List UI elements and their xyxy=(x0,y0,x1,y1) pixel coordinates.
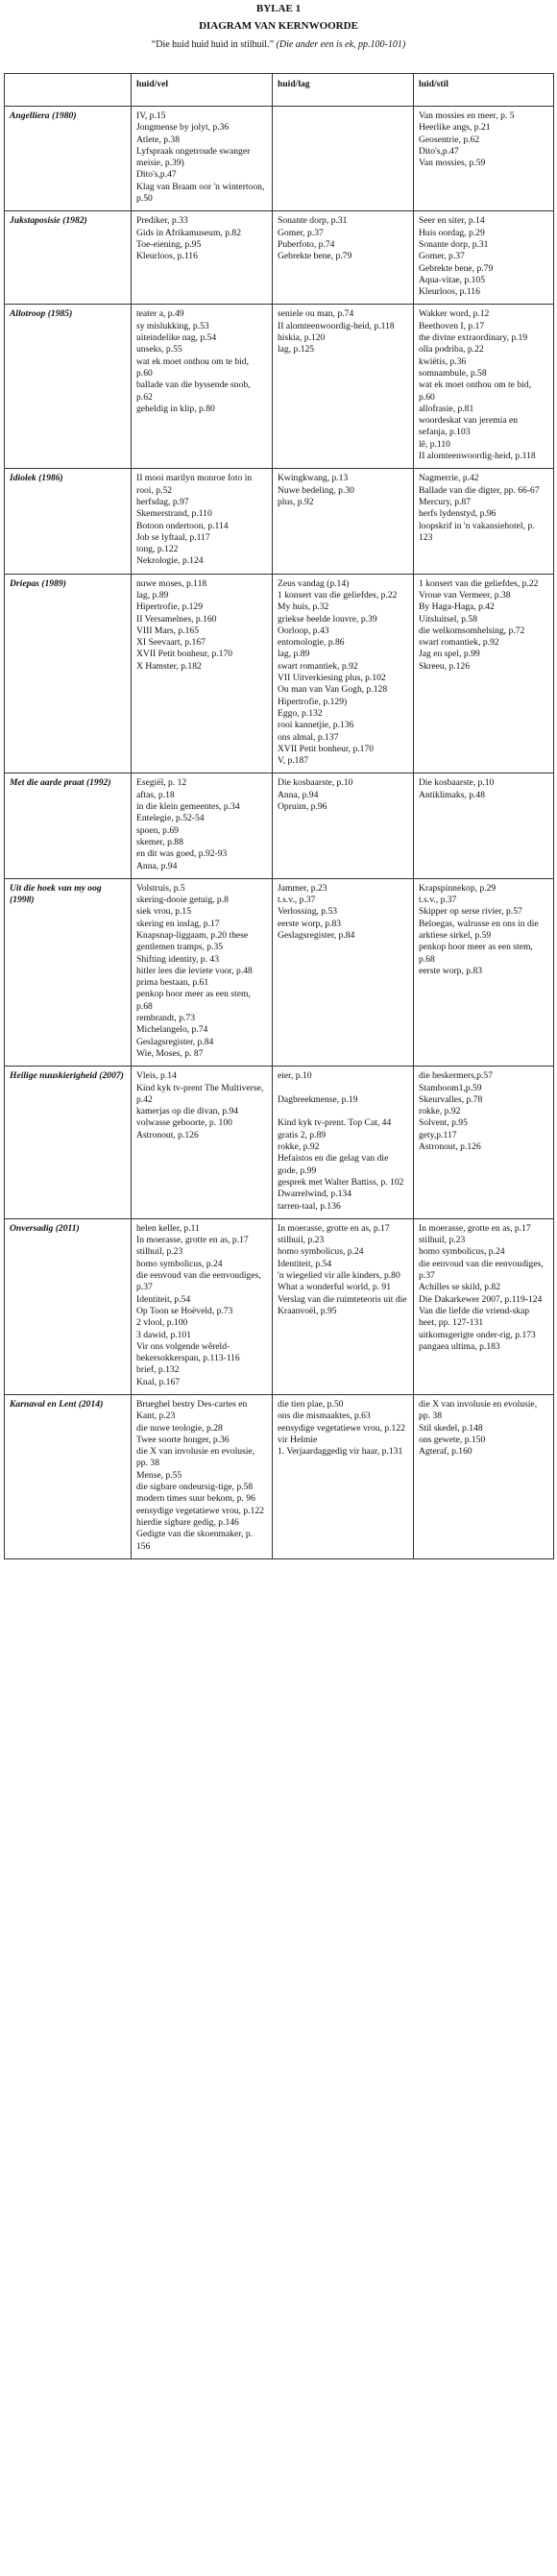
poem-reference: Job se lyftaal, p.117 xyxy=(136,531,210,543)
poem-reference: prima bestaan, p.61 xyxy=(136,977,209,989)
poem-reference: ons almal, p.137 xyxy=(278,731,339,743)
poem-reference: Verslag van die ruimteteoris uit die Kraanvoël, p.95 xyxy=(278,1293,407,1316)
poem-reference: Uitsluitsel, p.58 xyxy=(419,613,478,625)
page-header xyxy=(0,0,557,51)
table-row xyxy=(5,773,554,878)
poem-reference: Esegiël, p. 12 xyxy=(136,777,187,789)
poem-reference: Skemerstrand, p.110 xyxy=(136,508,212,520)
poem-reference: swart romantiek, p.92 xyxy=(419,637,499,649)
poem-reference: Dagbreekmense, p.19 xyxy=(278,1093,358,1105)
poem-reference: XVII Petit bonheur, p.170 xyxy=(278,743,375,754)
poem-reference: Antiklimaks, p.48 xyxy=(419,789,486,800)
poem-reference: nuwe moses, p.118 xyxy=(136,577,207,589)
table-row xyxy=(5,211,554,305)
poem-reference: seniele ou man, p.74 xyxy=(278,308,354,320)
poem-reference: helen keller, p.11 xyxy=(136,1222,200,1234)
poem-reference: olla podriba, p.22 xyxy=(419,344,484,356)
poem-reference: sy mislukking, p.53 xyxy=(136,320,209,331)
poem-reference: ballade van die byssende snob, p.62 xyxy=(136,380,251,403)
poem-reference: Geosentrie, p.62 xyxy=(419,134,480,145)
poem-reference: In moerasse, grotte en as, p.17 xyxy=(278,1222,390,1234)
poem-reference: lag, p.89 xyxy=(136,589,169,601)
poem-reference: Identiteit, p.54 xyxy=(136,1293,191,1305)
table-cell-c1 xyxy=(132,878,273,1066)
poem-reference: lê, p.110 xyxy=(419,438,450,450)
poem-reference: Geslagsregister, p.84 xyxy=(136,1036,214,1047)
poem-reference: Gids in Afrikamuseum, p.82 xyxy=(136,227,241,238)
poem-reference: die eenvoud van die eenvoudiges, p.37 xyxy=(419,1258,544,1282)
poem-reference: Toe-eiening, p.95 xyxy=(136,238,202,250)
poem-reference: unseks, p.55 xyxy=(136,344,182,356)
poem-reference: swart romantiek, p.92 xyxy=(278,660,358,672)
poem-reference: the divine extraordinary, p.19 xyxy=(419,332,528,344)
table-cell-c1 xyxy=(132,1067,273,1219)
poem-reference: Skreeu, p.126 xyxy=(419,660,471,672)
poem-reference: eerste worp, p.83 xyxy=(419,965,483,976)
poem-reference: Gebrekte bene, p.79 xyxy=(278,251,352,262)
collection-name: Allotroop (1985) xyxy=(5,305,132,469)
poem-reference: XI Seevaart, p.167 xyxy=(136,637,206,649)
poem-reference: Nuwe bedeling, p.30 xyxy=(278,484,354,496)
poem-reference: kwiëtis, p.36 xyxy=(419,356,467,367)
poem-reference: By Haga-Haga, p.42 xyxy=(419,601,495,613)
poem-reference: Identiteit, p.54 xyxy=(278,1258,332,1269)
table-row xyxy=(5,305,554,469)
poem-reference: allofrasie, p.81 xyxy=(419,403,474,414)
poem-reference: die X van involusie en evolusie, pp. 38 xyxy=(419,1398,538,1422)
poem-reference: Dwarrelwind, p.134 xyxy=(278,1189,351,1200)
poem-reference: homo symbolicus, p.24 xyxy=(419,1246,505,1258)
poem-reference: eerste worp, p.83 xyxy=(278,918,342,929)
poem-reference: Hipertrofie, p.129) xyxy=(278,696,348,707)
poem-reference: kamerjas op die divan, p.94 xyxy=(136,1106,239,1117)
poem-reference: Brueghel bestry Des-cartes en Kant, p.23 xyxy=(136,1398,248,1422)
table-cell-c1 xyxy=(132,773,273,878)
poem-reference: uitkomsgerigte onder-rig, p.173 xyxy=(419,1329,536,1340)
poem-reference: Hipertrofie, p.129 xyxy=(136,601,204,613)
poem-reference: Astronout, p.126 xyxy=(419,1141,481,1153)
poem-reference: Stil skedel, p.148 xyxy=(419,1422,483,1434)
poem-reference: aftas, p.18 xyxy=(136,789,175,800)
poem-reference: Sonante dorp, p.31 xyxy=(278,215,348,227)
poem-reference: Wakker word, p.12 xyxy=(419,308,490,320)
poem-reference: Anna, p.94 xyxy=(278,789,319,800)
poem-reference: Skipper op serse rivier, p.57 xyxy=(419,906,522,918)
poem-reference: Kleurloos, p.116 xyxy=(419,286,480,298)
poem-reference: 1 konsert van die geliefdes, p.22 xyxy=(419,577,539,589)
poem-reference: Astronout, p.126 xyxy=(136,1129,199,1141)
poem-reference: homo symbolicus, p.24 xyxy=(278,1246,364,1258)
poem-reference: die welkomsomhelsing, p.72 xyxy=(419,625,525,636)
poem-reference: Klag van Braam oor 'n wintertoon, p.50 xyxy=(136,181,265,205)
poem-reference: Gebrekte bene, p.79 xyxy=(419,262,494,274)
poem-reference: rokke, p.92 xyxy=(419,1106,461,1117)
poem-reference: Krapspinnekop, p.29 xyxy=(419,882,496,894)
collection-name: Angelliera (1980) xyxy=(5,107,132,211)
poem-reference: VIII Mars, p.165 xyxy=(136,625,200,636)
poem-reference: Solvent, p.95 xyxy=(419,1117,468,1129)
poem-reference: Op Toon se Hoëveld, p.73 xyxy=(136,1305,233,1316)
poem-reference: 2 vlool, p.100 xyxy=(136,1317,188,1329)
poem-reference: skering-dooie getuig, p.8 xyxy=(136,895,229,906)
poem-reference: rembrandt, p.73 xyxy=(136,1013,196,1024)
poem-reference: 1. Verjaardaggedig vir haar, p.131 xyxy=(278,1446,403,1458)
poem-reference: II alomteenwoordig-heid, p.118 xyxy=(419,451,536,462)
poem-reference: entomologie, p.86 xyxy=(278,637,345,649)
poem-reference: 'n wiegelied vir alle kinders, p.80 xyxy=(278,1270,400,1282)
poem-reference xyxy=(278,1106,408,1117)
poem-reference: rooi kannetjie, p.136 xyxy=(278,720,354,731)
table-cell-c1 xyxy=(132,574,273,773)
poem-reference: Entelegie, p.52-54 xyxy=(136,813,205,824)
poem-reference: somnambule, p.58 xyxy=(419,367,487,379)
poem-reference: Aqua-vitae, p.105 xyxy=(419,274,486,285)
poem-reference: modern times suur bekom, p. 96 xyxy=(136,1493,255,1505)
table-cell-c1 xyxy=(132,107,273,211)
poem-reference: herfsdag, p.97 xyxy=(136,496,189,507)
poem-reference: ons die mismaaktes, p.63 xyxy=(278,1411,371,1422)
poem-reference: Nagmerrie, p.42 xyxy=(419,473,479,484)
poem-reference: rokke, p.92 xyxy=(278,1141,320,1153)
table-cell-c3 xyxy=(414,1394,554,1558)
poem-reference: Agteraf, p.160 xyxy=(419,1446,472,1458)
table-cell-c2 xyxy=(273,773,414,878)
table-cell-c3 xyxy=(414,1218,554,1394)
column-header: huid/lag xyxy=(273,74,414,107)
poem-reference: Kleurloos, p.116 xyxy=(136,251,198,262)
poem-reference: II Versamelnes, p.160 xyxy=(136,613,217,625)
poem-reference: die beskermers,p.57 xyxy=(419,1070,493,1082)
column-header: luid/stil xyxy=(414,74,554,107)
poem-reference: Dito's,p.47 xyxy=(136,169,177,181)
poem-reference: t.s.v., p.37 xyxy=(278,895,316,906)
poem-reference: II alomteenwoordig-heid, p.118 xyxy=(278,320,395,331)
table-row xyxy=(5,469,554,574)
poem-reference: herfs lydenstyd, p.96 xyxy=(419,508,496,520)
poem-reference: Ballade van die digter, pp. 66-67 xyxy=(419,484,540,496)
poem-reference: gesprek met Walter Battiss, p. 102 xyxy=(278,1176,404,1188)
poem-reference: Atlete, p.38 xyxy=(136,134,181,145)
table-cell-c2 xyxy=(273,574,414,773)
poem-reference: Vleis, p.14 xyxy=(136,1070,177,1082)
table-cell-c2 xyxy=(273,1067,414,1219)
keyword-table xyxy=(4,73,554,1559)
table-header-row xyxy=(5,74,554,107)
collection-name: Idiolek (1986) xyxy=(5,469,132,574)
poem-reference: 3 dawid, p.101 xyxy=(136,1329,192,1340)
poem-reference: Knapsnap-liggaam, p.20 these gentlemen tramps, p.35 xyxy=(136,930,249,953)
poem-reference: wat ek moet onthou om te bid, p.60 xyxy=(419,380,531,403)
table-cell-c2 xyxy=(273,878,414,1066)
poem-reference: Jammer, p.23 xyxy=(278,882,327,894)
table-cell-c3 xyxy=(414,107,554,211)
poem-reference: XVII Petit bonheur, p.170 xyxy=(136,649,233,660)
poem-reference: vir Helmie xyxy=(278,1434,318,1445)
poem-reference: Prediker, p.33 xyxy=(136,215,188,227)
poem-reference: Botoon ondertoon, p.114 xyxy=(136,520,229,531)
poem-reference: Gedigte van die skoenmaker, p. 156 xyxy=(136,1529,254,1552)
poem-reference: skering en inslag, p.17 xyxy=(136,918,220,929)
table-cell-c1 xyxy=(132,1394,273,1558)
table-row xyxy=(5,878,554,1066)
poem-reference: volwasse geboorte, p. 100 xyxy=(136,1117,232,1129)
poem-reference: Jongmense by jolyt, p.36 xyxy=(136,122,230,134)
table-cell-c2 xyxy=(273,1218,414,1394)
poem-reference: Beethoven I, p.17 xyxy=(419,320,485,331)
poem-reference: eensydige vegetatiewe vrou, p.122 xyxy=(136,1505,264,1516)
poem-reference: In moerasse, grotte en as, p.17 xyxy=(136,1235,249,1246)
poem-reference: Geslagsregister, p.84 xyxy=(278,930,355,941)
poem-reference: Seer en siter, p.14 xyxy=(419,215,485,227)
poem-reference: uiteindelike nag, p.54 xyxy=(136,332,217,344)
poem-reference: die nuwe teologie, p.28 xyxy=(136,1422,223,1434)
poem-reference: X Hamster, p.182 xyxy=(136,660,202,672)
poem-reference: Die Dakarkewer 2007, p.119-124 xyxy=(419,1293,543,1305)
poem-reference: Huis oordag, p.29 xyxy=(419,227,485,238)
poem-reference: Verlossing, p.53 xyxy=(278,906,338,918)
poem-reference: Shifting identity, p. 43 xyxy=(136,953,219,965)
table-cell-c2 xyxy=(273,305,414,469)
table-cell-c3 xyxy=(414,1067,554,1219)
poem-reference: die eenvoud van die eenvoudiges, p.37 xyxy=(136,1270,261,1293)
poem-reference: Heerlike angs, p.21 xyxy=(419,122,491,134)
collection-name: Jukstaposisie (1982) xyxy=(5,211,132,305)
table-cell-c3 xyxy=(414,773,554,878)
poem-reference: lag, p.89 xyxy=(278,649,310,660)
table-body xyxy=(5,107,554,1559)
table-row xyxy=(5,107,554,211)
table-cell-c3 xyxy=(414,211,554,305)
poem-reference: Gomer, p.37 xyxy=(419,251,465,262)
poem-reference: in die klein gemeentes, p.34 xyxy=(136,801,240,813)
poem-reference: Van die liefde die vriend-skap heet, pp. 127-131 xyxy=(419,1305,530,1329)
collection-name: Karnaval en Lent (2014) xyxy=(5,1394,132,1558)
poem-reference: 1 konsert van die geliefdes, p.22 xyxy=(278,589,398,601)
poem-reference: Skeurvalles, p.78 xyxy=(419,1093,483,1105)
poem-reference: hierdie sigbare gedig, p.146 xyxy=(136,1516,239,1528)
poem-reference: tong, p.122 xyxy=(136,544,179,555)
poem-reference: Puberfoto, p.74 xyxy=(278,238,335,250)
poem-reference: Beloegas, walrusse en ons in die arktiese sirkel, p.59 xyxy=(419,918,539,941)
poem-reference: woordeskat van jeremia en sefanja, p.103 xyxy=(419,415,519,438)
poem-reference: hitler lees die leviete voor, p.48 xyxy=(136,965,253,976)
table-row xyxy=(5,1394,554,1558)
collection-name: Uit die hoek van my oog (1998) xyxy=(5,878,132,1066)
poem-reference: Kind kyk tv-prent. Top Cat, 44 gratis 2, p.89 xyxy=(278,1117,392,1141)
poem-reference: loopskrif in 'n vakansiehotel, p. 123 xyxy=(419,520,535,543)
poem-reference: Jag en spel, p.99 xyxy=(419,649,480,660)
table-row xyxy=(5,574,554,773)
poem-reference: siek vrou, p.15 xyxy=(136,906,192,918)
poem-reference: Vir ons volgende wêreld-bekersokkerspan, p.113-116 xyxy=(136,1340,240,1364)
motto-quote: “Die huid huid huid in stilhuil.” xyxy=(151,39,275,50)
poem-reference: ons gewete, p.150 xyxy=(419,1434,486,1445)
poem-reference: gety,p.117 xyxy=(419,1129,457,1141)
poem-reference: Gomer, p.37 xyxy=(278,227,324,238)
poem-reference: Eggo, p.132 xyxy=(278,707,323,719)
poem-reference: Vroue van Vermeer, p.38 xyxy=(419,589,511,601)
poem-reference: What a wonderful world, p. 91 xyxy=(278,1282,392,1293)
poem-reference: stilhuil, p.23 xyxy=(278,1235,325,1246)
poem-reference: Volstruis, p.5 xyxy=(136,882,185,894)
poem-reference: Stamboom1,p.59 xyxy=(419,1082,482,1093)
poem-reference: Zeus vandag (p.14) xyxy=(278,577,350,589)
poem-reference: skemer, p.88 xyxy=(136,836,183,847)
poem-reference xyxy=(278,1083,408,1094)
collection-name: Driepas (1989) xyxy=(5,574,132,773)
table-cell-c2 xyxy=(273,211,414,305)
poem-reference: Kind kyk tv-prent The Multiverse, p.42 xyxy=(136,1082,264,1105)
poem-reference: stilhuil, p.23 xyxy=(419,1235,466,1246)
poem-reference: wat ek moet onthou om te bid, p.60 xyxy=(136,356,249,379)
table-row xyxy=(5,1218,554,1394)
table-row xyxy=(5,1067,554,1219)
poem-reference: hiskia, p.120 xyxy=(278,332,326,344)
poem-reference: Ou man van Van Gogh, p.128 xyxy=(278,684,388,696)
poem-reference: stilhuil, p.23 xyxy=(136,1246,183,1258)
poem-reference: Dito's,p.47 xyxy=(419,145,459,157)
poem-reference: Die kosbaarste, p.10 xyxy=(278,777,353,789)
page-title: DIAGRAM VAN KERNWOORDE xyxy=(199,20,358,32)
collection-name: Met die aarde praat (1992) xyxy=(5,773,132,878)
table-cell-c1 xyxy=(132,305,273,469)
poem-reference: eensydige vegetatiewe vrou, p.122 xyxy=(278,1422,405,1434)
poem-reference: Wie, Moses, p. 87 xyxy=(136,1047,204,1059)
poem-reference: VII Uitverkiesing plus, p.102 xyxy=(278,673,386,684)
table-cell-c1 xyxy=(132,469,273,574)
poem-reference: pangaea ultima, p.183 xyxy=(419,1340,500,1352)
table-cell-c3 xyxy=(414,469,554,574)
poem-reference: plus, p.92 xyxy=(278,496,314,507)
poem-reference: Twee soorte honger, p.36 xyxy=(136,1434,230,1445)
table-cell-c2 xyxy=(273,469,414,574)
table-cell-c2 xyxy=(273,107,414,211)
poem-reference: Mense, p.55 xyxy=(136,1469,182,1481)
poem-reference: die X van involusie en evolusie, pp. 38 xyxy=(136,1446,255,1469)
poem-reference: Van mossies en meer, p. 5 xyxy=(419,110,515,121)
table-cell-c3 xyxy=(414,878,554,1066)
table-cell-c1 xyxy=(132,211,273,305)
poem-reference: teater a, p.49 xyxy=(136,308,184,320)
poem-reference: Nekrologie, p.124 xyxy=(136,555,204,567)
poem-reference: In moerasse, grotte en as, p.17 xyxy=(419,1222,531,1234)
poem-reference: Hefaistos en die gelag van die gode, p.99 xyxy=(278,1153,389,1176)
poem-reference: Lyfspraak ongetroude swanger meisie, p.39) xyxy=(136,145,251,169)
poem-reference: homo symbolicus, p.24 xyxy=(136,1258,223,1269)
table-cell-c2 xyxy=(273,1394,414,1558)
poem-reference: eier, p.10 xyxy=(278,1070,312,1082)
poem-reference: II mooi marilyn monroe foto in rooi, p.52 xyxy=(136,473,253,496)
column-header: huid/vel xyxy=(132,74,273,107)
appendix-label: BYLAE 1 xyxy=(255,3,302,14)
poem-reference: Knal, p.167 xyxy=(136,1376,181,1387)
poem-reference: tarren-taal, p.136 xyxy=(278,1200,341,1212)
poem-reference: Mercury, p.87 xyxy=(419,496,471,507)
poem-reference: die sigbare ondeursig-tige, p.58 xyxy=(136,1482,254,1493)
poem-reference: IV, p.15 xyxy=(136,110,166,121)
table-cell-c3 xyxy=(414,574,554,773)
poem-reference: Van mossies, p.59 xyxy=(419,158,486,169)
poem-reference: en dit was goed, p.92-93 xyxy=(136,848,228,860)
poem-reference: brief, p.132 xyxy=(136,1364,180,1376)
poem-reference: spoen, p.69 xyxy=(136,824,179,836)
poem-reference: lag, p.125 xyxy=(278,344,315,356)
poem-reference: Oorloop, p.43 xyxy=(278,625,329,636)
poem-reference: Anna, p.94 xyxy=(136,860,178,871)
poem-reference: t.s.v., p.37 xyxy=(419,895,457,906)
poem-reference: V, p.187 xyxy=(278,755,309,767)
poem-reference: My huis, p.32 xyxy=(278,601,329,613)
poem-reference: Sonante dorp, p.31 xyxy=(419,238,489,250)
collection-name: Onversadig (2011) xyxy=(5,1218,132,1394)
motto-source: (Die ander een is ek, pp.100-101) xyxy=(276,39,406,50)
collection-name: Heilige nuuskierigheid (2007) xyxy=(5,1067,132,1219)
poem-reference: penkop hoor meer as een stem, p.68 xyxy=(419,942,533,965)
table-cell-c1 xyxy=(132,1218,273,1394)
poem-reference: Opruim, p.96 xyxy=(278,801,327,813)
poem-reference: penkop hoor meer as een stem, p.68 xyxy=(136,989,251,1012)
poem-reference: Achilles se skild, p.82 xyxy=(419,1282,501,1293)
table-cell-c3 xyxy=(414,305,554,469)
poem-reference: Kwingkwang, p.13 xyxy=(278,473,349,484)
poem-reference: Michelangelo, p.74 xyxy=(136,1024,208,1036)
poem-reference: geheldig in klip, p.80 xyxy=(136,403,215,414)
poem-reference: griekse beelde louvre, p.39 xyxy=(278,613,377,625)
poem-reference: Die kosbaarste, p.10 xyxy=(419,777,495,789)
column-header xyxy=(5,74,132,107)
motto xyxy=(0,38,557,51)
poem-reference: die tien plae, p.50 xyxy=(278,1398,344,1410)
